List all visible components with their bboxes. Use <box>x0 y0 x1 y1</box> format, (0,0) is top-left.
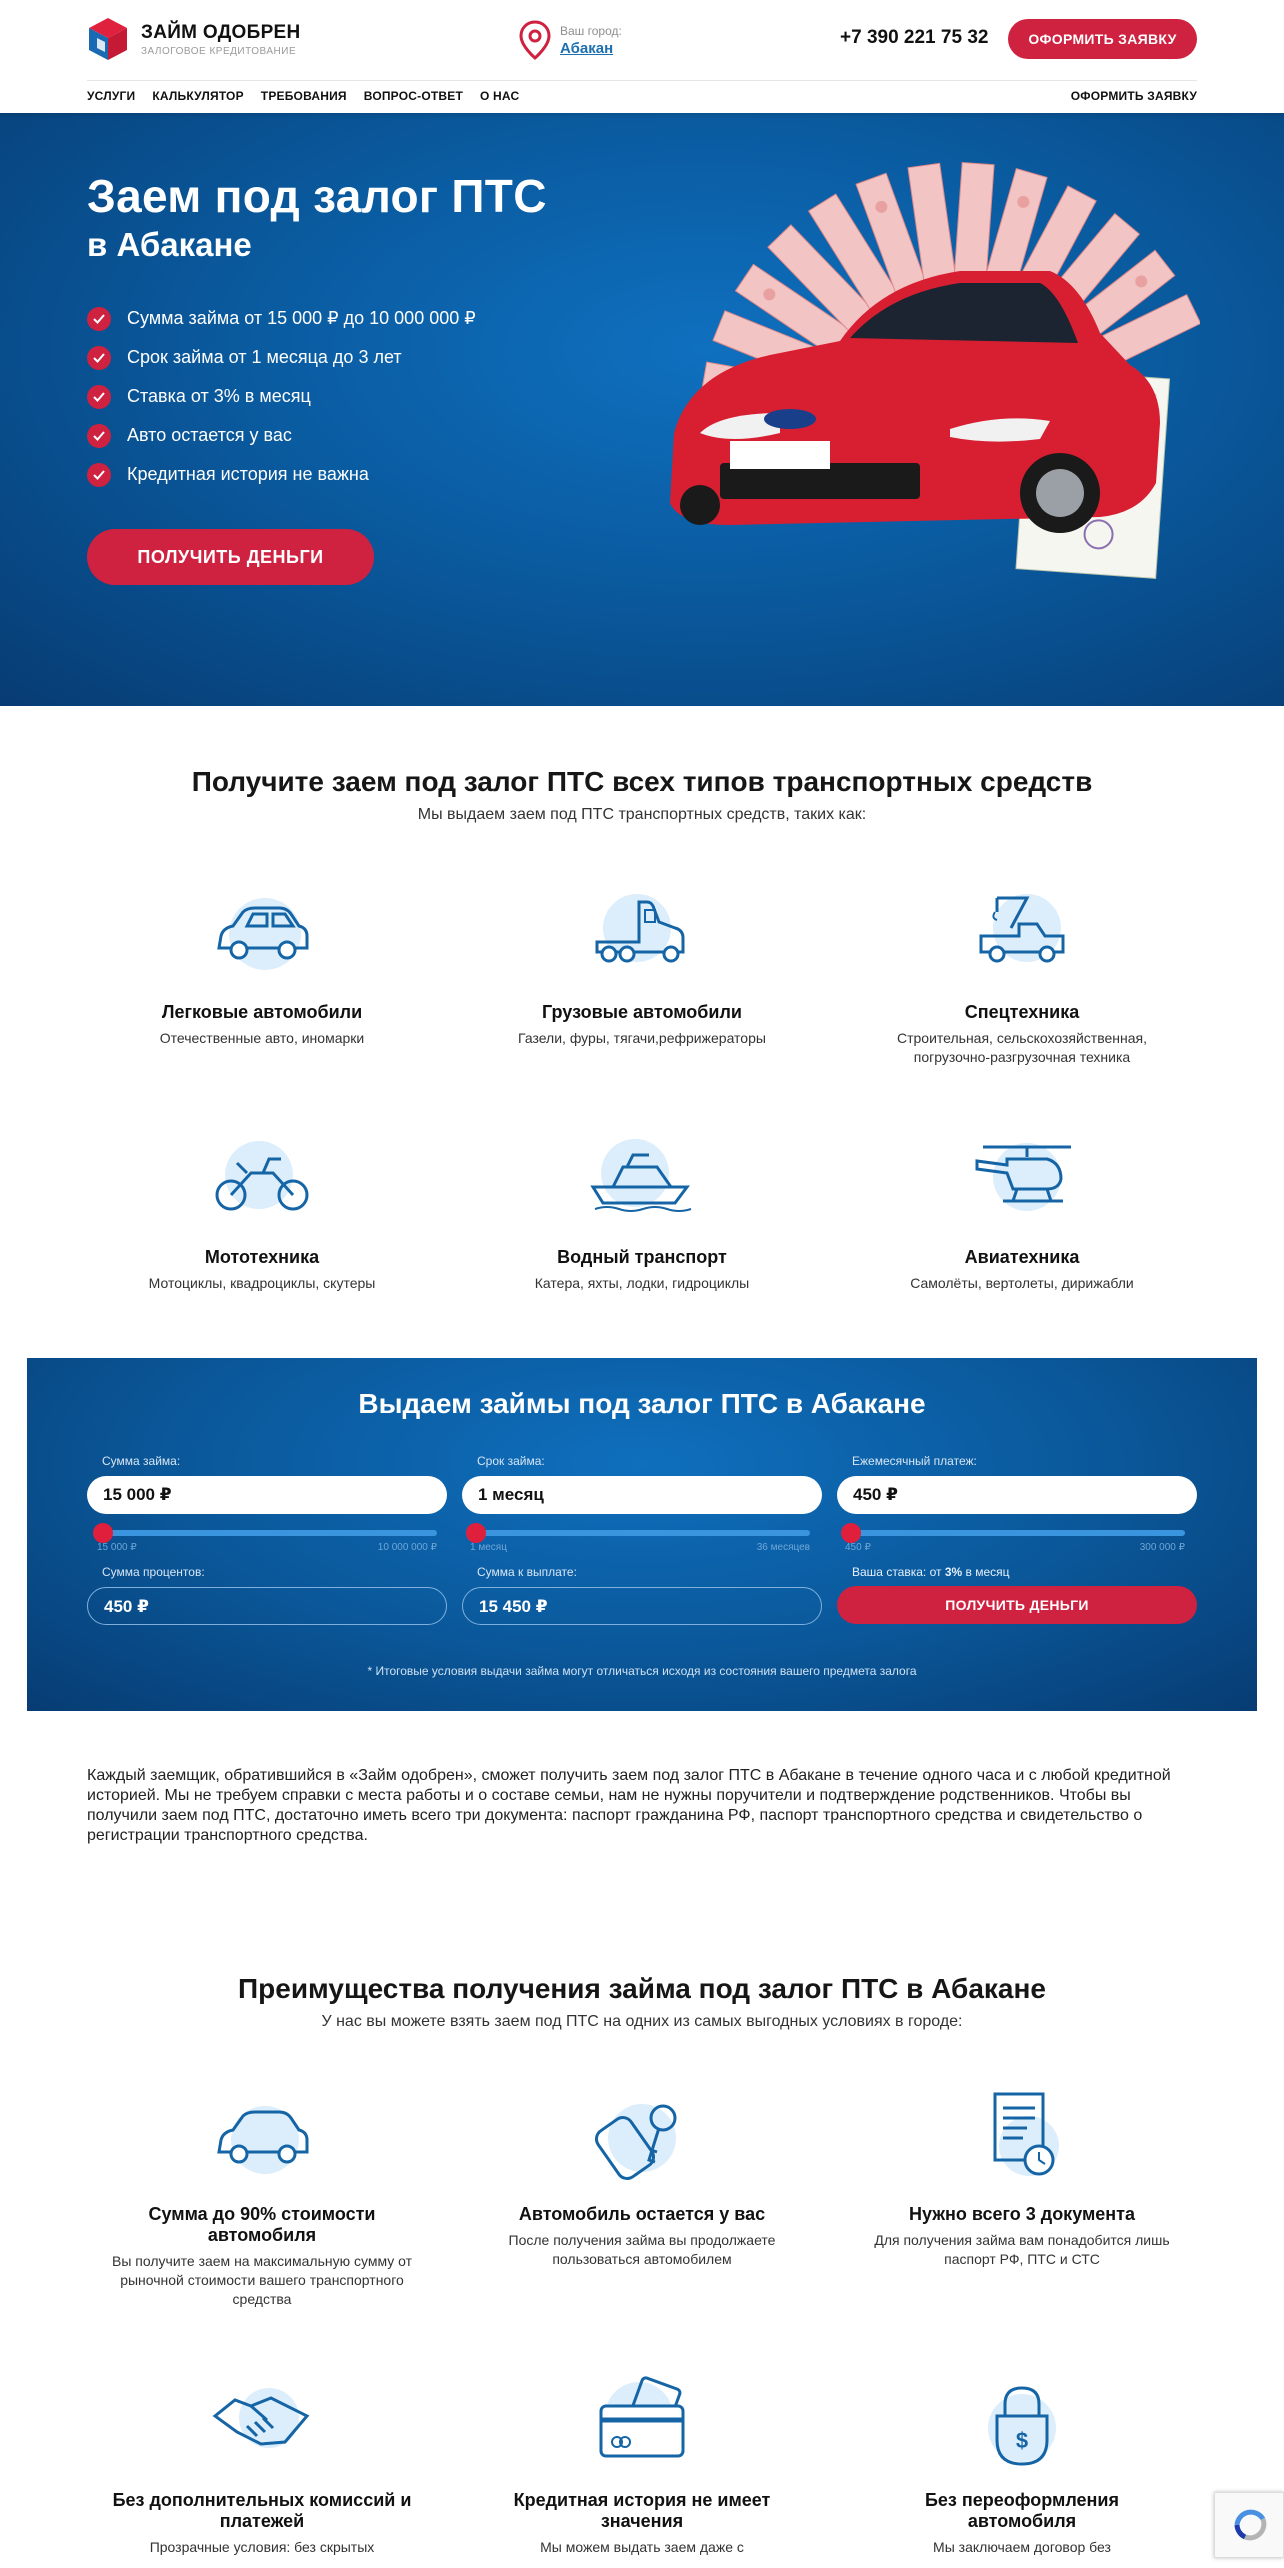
hero-car-money-image <box>660 133 1200 653</box>
car-key-icon <box>587 2090 697 2190</box>
type-card-desc: Самолёты, вертолеты, дирижабли <box>910 1275 1134 1291</box>
types-section-title: Получите заем под залог ПТС всех типов транспортных средств <box>191 766 1093 797</box>
payment-label: Ежемесячный платеж: <box>852 1454 977 1468</box>
advantage-card-no-fees <box>112 2376 412 2557</box>
calculator-title: Выдаем займы под залог ПТС в Абакане <box>358 1388 926 1419</box>
term-slider-handle[interactable] <box>466 1523 486 1543</box>
advantages-section-title: Преимущества получения займа под залог ПТС в Абакане <box>238 1973 1046 2004</box>
payment-max: 300 000 ₽ <box>1139 1542 1185 1553</box>
info-paragraph: Каждый заемщик, обратившийся в «Займ одобрен», сможет получить заем под залог ПТС в Абакане в течение одного часа и с любой кредитной историей. Мы не требуем справки с места работы и о составе семьи, нам не нужны поручители и подтверждение родственников. Чтобы вы получили заем под ПТС, достаточно иметь всего три документа: паспорт гражданина РФ, паспорт транспортного средства и свидетельство о регистрации транспортного средства. <box>87 1767 1171 1844</box>
amount-max: 10 000 000 ₽ <box>377 1542 437 1553</box>
phone-number[interactable]: +7 390 221 75 32 <box>840 27 989 48</box>
check-icon <box>87 307 111 331</box>
type-card-special[interactable] <box>872 888 1172 1067</box>
nav-item-requirements[interactable]: ТРЕБОВАНИЯ <box>260 89 347 103</box>
term-min: 1 месяц <box>470 1542 507 1553</box>
type-card-moto[interactable] <box>112 1133 412 1293</box>
amount-label: Сумма займа: <box>102 1454 181 1468</box>
main-nav <box>87 89 519 103</box>
nav-item-calculator[interactable]: КАЛЬКУЛЯТОР <box>152 89 244 103</box>
advantage-card-keep-car <box>492 2090 792 2269</box>
hero-benefit-text: Срок займа от 1 месяца до 3 лет <box>127 347 402 367</box>
term-range <box>470 1542 810 1553</box>
rate-label: Ваша ставка: от <box>852 1565 942 1579</box>
hero-benefit-text: Кредитная история не важна <box>127 464 369 484</box>
interest-field <box>87 1565 447 1625</box>
logo-title: ЗАЙМ ОДОБРЕН <box>141 21 301 43</box>
hero-benefit <box>87 377 476 416</box>
handshake-icon <box>207 2376 317 2476</box>
check-icon <box>87 346 111 370</box>
type-card-aviation[interactable] <box>872 1133 1172 1293</box>
type-card-title: Спецтехника <box>964 1002 1080 1022</box>
advantage-card-title: Без дополнительных комиссий и платежей <box>112 2490 412 2531</box>
total-field <box>462 1565 822 1625</box>
amount-slider[interactable] <box>97 1530 437 1536</box>
payment-slider[interactable] <box>845 1530 1185 1536</box>
payment-field <box>837 1454 1197 1514</box>
helicopter-icon <box>967 1133 1077 1233</box>
type-card-desc: Газели, фуры, тягачи,рефрижераторы <box>518 1030 766 1046</box>
logo-subtitle: ЗАЛОГОВОЕ КРЕДИТОВАНИЕ <box>141 45 297 57</box>
nav-divider <box>87 80 1197 81</box>
term-slider[interactable] <box>470 1530 810 1536</box>
lock-icon <box>967 2376 1077 2476</box>
nav-item-about[interactable]: О НАС <box>479 89 520 103</box>
type-card-desc: Отечественные авто, иномарки <box>159 1030 365 1046</box>
amount-min: 15 000 ₽ <box>97 1542 137 1553</box>
type-card-cars[interactable] <box>112 888 412 1048</box>
truck-icon <box>587 888 697 988</box>
city-label: Ваш город: <box>560 23 622 38</box>
loan-calculator <box>27 1358 1257 1711</box>
term-max: 36 месяцев <box>756 1542 810 1553</box>
document-clock-icon <box>967 2090 1077 2190</box>
rate-info <box>852 1565 1010 1579</box>
nav-item-faq[interactable]: ВОПРОС-ОТВЕТ <box>363 89 463 103</box>
advantage-card-desc: Мы заключаем договор без <box>933 2539 1111 2555</box>
hero-title: Заем под залог ПТС <box>87 170 547 222</box>
interest-label: Сумма процентов: <box>102 1565 205 1579</box>
type-card-title: Легковые автомобили <box>161 1002 363 1022</box>
recaptcha-badge[interactable] <box>1214 2492 1284 2558</box>
hero-subtitle: в Абакане <box>87 226 252 263</box>
advantage-card-no-reregistration <box>872 2376 1172 2557</box>
city-link[interactable]: Абакан <box>560 39 614 57</box>
rate-suffix: в месяц <box>965 1565 1010 1579</box>
payment-min: 450 ₽ <box>845 1542 871 1553</box>
total-label: Сумма к выплате: <box>477 1565 577 1579</box>
svg-text:$: $ <box>1015 2428 1029 2453</box>
type-card-desc: Мотоциклы, квадроциклы, скутеры <box>148 1275 376 1291</box>
term-label: Срок займа: <box>477 1454 545 1468</box>
amount-slider-handle[interactable] <box>93 1523 113 1543</box>
advantage-card-desc: Мы можем выдать заем даже с <box>540 2539 744 2555</box>
type-card-trucks[interactable] <box>492 888 792 1048</box>
amount-input[interactable]: 15 000 ₽ <box>87 1476 447 1514</box>
type-card-title: Авиатехника <box>964 1247 1080 1267</box>
hero-benefit <box>87 455 476 494</box>
car-icon <box>207 888 317 988</box>
type-card-desc: Строительная, сельскохозяйственная, погрузочно-разгрузочная техника <box>896 1030 1148 1065</box>
advantage-card-title: Без переоформления автомобиля <box>924 2490 1119 2531</box>
types-section-subtitle: Мы выдаем заем под ПТС транспортных средств, таких как: <box>417 806 867 823</box>
hero-benefit-text: Сумма займа от 15 000 ₽ до 10 000 000 ₽ <box>127 308 476 328</box>
nav-item-services[interactable]: УСЛУГИ <box>87 89 136 103</box>
site-header <box>0 0 1284 113</box>
rate-value: 3% <box>944 1565 963 1579</box>
advantage-card-desc: Вы получите заем на максимальную сумму от рыночной стоимости вашего транспортного средства <box>112 2253 413 2307</box>
logo[interactable] <box>87 16 301 62</box>
type-card-title: Грузовые автомобили <box>542 1002 742 1022</box>
advantage-card-desc: Для получения займа вам понадобится лишь паспорт РФ, ПТС и СТС <box>874 2232 1170 2267</box>
calculator-disclaimer: * Итоговые условия выдачи займа могут отличаться исходя из состояния вашего предмета залога <box>367 1664 917 1678</box>
advantage-card-title: Автомобиль остается у вас <box>518 2204 766 2224</box>
advantage-card-documents <box>872 2090 1172 2269</box>
recaptcha-icon <box>1215 2493 1284 2559</box>
amount-range <box>97 1542 437 1553</box>
advantage-card-title: Кредитная история не имеет значения <box>513 2490 771 2531</box>
type-card-title: Водный транспорт <box>557 1247 727 1267</box>
header-apply-button[interactable]: ОФОРМИТЬ ЗАЯВКУ <box>1008 19 1197 59</box>
logo-cube-icon <box>87 16 129 62</box>
city-selector[interactable] <box>518 20 622 60</box>
calculator-get-money-button[interactable]: ПОЛУЧИТЬ ДЕНЬГИ <box>837 1586 1197 1624</box>
amount-field <box>87 1454 447 1514</box>
hero-benefit <box>87 416 476 455</box>
hero-benefits-list <box>87 299 476 494</box>
crane-truck-icon <box>967 888 1077 988</box>
type-card-desc: Катера, яхты, лодки, гидроциклы <box>534 1275 750 1291</box>
check-icon <box>87 463 111 487</box>
car-icon <box>207 2090 317 2190</box>
type-card-water[interactable] <box>492 1133 792 1293</box>
advantage-card-desc: После получения займа вы продолжаете пользоваться автомобилем <box>508 2232 776 2267</box>
term-field <box>462 1454 822 1514</box>
hero-benefit <box>87 299 476 338</box>
boat-icon <box>587 1133 697 1233</box>
advantage-card-title: Нужно всего 3 документа <box>909 2204 1135 2224</box>
payment-slider-handle[interactable] <box>841 1523 861 1543</box>
hero-benefit-text: Ставка от 3% в месяц <box>127 386 311 406</box>
map-pin-icon <box>518 20 552 60</box>
advantage-card-credit-history <box>492 2376 792 2557</box>
check-icon <box>87 424 111 448</box>
nav-apply-link[interactable]: ОФОРМИТЬ ЗАЯВКУ <box>1070 89 1197 103</box>
advantage-card-desc: Прозрачные условия: без скрытых <box>149 2539 375 2555</box>
hero-benefit-text: Авто остается у вас <box>127 425 292 445</box>
advantage-card-amount <box>112 2090 412 2309</box>
credit-cards-icon <box>587 2376 697 2476</box>
payment-input[interactable]: 450 ₽ <box>837 1476 1197 1514</box>
motorcycle-icon <box>207 1133 317 1233</box>
hero-benefit <box>87 338 476 377</box>
check-icon <box>87 385 111 409</box>
type-card-title: Мототехника <box>204 1247 320 1267</box>
payment-range <box>845 1542 1185 1553</box>
advantages-section-subtitle: У нас вы можете взять заем под ПТС на одних из самых выгодных условиях в городе: <box>321 2013 963 2030</box>
total-output: 15 450 ₽ <box>462 1587 822 1625</box>
hero-section <box>0 113 1284 706</box>
interest-output: 450 ₽ <box>87 1587 447 1625</box>
advantage-card-title: Сумма до 90% стоимости автомобиля <box>148 2204 376 2245</box>
term-input[interactable]: 1 месяц <box>462 1476 822 1514</box>
hero-get-money-button[interactable]: ПОЛУЧИТЬ ДЕНЬГИ <box>87 529 374 585</box>
